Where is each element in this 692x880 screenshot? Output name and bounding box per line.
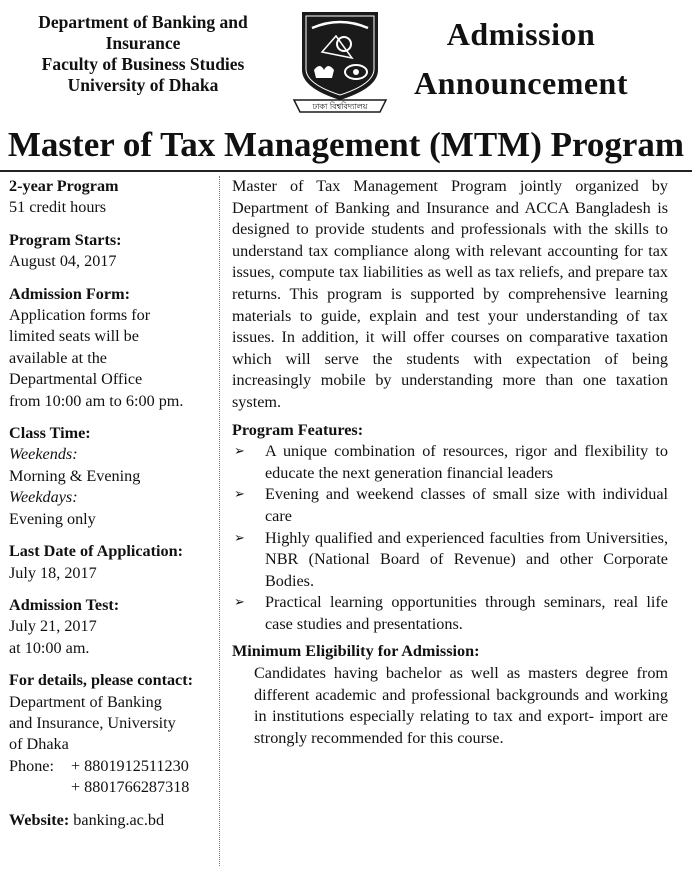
last-date-block [9,541,214,584]
feature-item [232,441,668,484]
phone-spacer [9,777,71,798]
feature-item [232,528,668,593]
dept-line-3: Faculty of Business Studies [41,54,245,74]
program-starts-value: August 04, 2017 [9,252,117,271]
admission-form-line: limited seats will be [9,327,139,346]
admission-test-date: July 21, 2017 [9,617,97,636]
dept-line-4: University of Dhaka [67,75,219,95]
admission-form-line: Application forms for [9,306,151,325]
dept-line-1: Department of Banking and [38,12,248,32]
eligibility-title: Minimum Eligibility for Admission: [232,642,480,661]
program-features-title: Program Features: [232,420,364,439]
website-block [9,810,214,831]
header [0,0,692,122]
admission-test-time: at 10:00 am. [9,638,90,657]
phone-row-2 [9,777,214,798]
arrow-bullet-icon: ➢ [234,487,245,503]
admission-form-block [9,284,214,412]
right-column [232,176,668,749]
feature-text: Evening and weekend classes of small size with individual care [265,485,668,525]
class-time-label: Class Time: [9,424,91,443]
arrow-bullet-icon: ➢ [234,595,245,611]
logo-eye-pupil-icon [353,69,359,75]
weekends-label: Weekends: [9,445,78,464]
program-starts-block [9,230,214,273]
dept-line-2: Insurance [105,33,181,53]
contact-line: Department of Banking [9,692,162,711]
admission-form-line: available at the [9,348,107,367]
phone-number-1: + 8801912511230 [71,756,189,775]
admission-form-line: from 10:00 am to 6:00 pm. [9,391,184,410]
contact-line: and Insurance, University [9,713,176,732]
column-divider [219,176,220,866]
weekends-value: Morning & Evening [9,466,141,485]
feature-text: Highly qualified and experienced faculties from Universities, NBR (National Board of Revenue) and other Corporate Bodies. [265,528,668,590]
left-column [9,176,214,842]
last-date-value: July 18, 2017 [9,563,97,582]
class-time-block [9,423,214,530]
logo-ribbon-text: ঢাকা বিশ্ববিদ্যালয় [312,102,368,111]
program-title: Master of Tax Management (MTM) Program [7,125,685,164]
phone-label: Phone: [9,756,54,775]
announce-line-2: Announcement [413,65,628,101]
feature-text: A unique combination of resources, rigor and flexibility to educate the next generation financial leaders [265,442,668,482]
admission-form-line: Departmental Office [9,370,143,389]
contact-label: For details, please contact: [9,671,194,690]
feature-item [232,592,668,635]
title-divider [0,170,692,172]
admission-test-label: Admission Test: [9,595,120,614]
admission-test-block [9,595,214,659]
admission-announcement-heading [396,10,646,108]
feature-text: Practical learning opportunities through seminars, real life case studies and presentations. [265,593,668,633]
announce-line-1: Admission [446,16,596,52]
last-date-label: Last Date of Application: [9,542,184,561]
phone-row-1 [9,756,214,777]
feature-item [232,484,668,527]
program-duration-value: 51 credit hours [9,198,107,217]
contact-line: of Dhaka [9,735,69,754]
department-heading [8,12,278,96]
contact-block [9,670,214,798]
program-duration-label: 2-year Program [9,177,119,195]
phone-number-2: + 8801766287318 [71,778,190,797]
eligibility-text: Candidates having bachelor as well as masters degree from different academic and professional backgrounds and working in institutions especially relating to tax and export- import are strongly recommended for this course. [254,664,668,747]
arrow-bullet-icon: ➢ [234,530,245,546]
website-value: banking.ac.bd [73,810,165,829]
weekdays-label: Weekdays: [9,488,78,507]
website-label: Website: [9,810,70,829]
admission-form-label: Admission Form: [9,284,130,303]
program-starts-label: Program Starts: [9,230,122,249]
arrow-bullet-icon: ➢ [234,444,245,460]
university-logo [292,8,388,114]
weekdays-value: Evening only [9,509,96,528]
program-duration-block [9,176,214,219]
program-description: Master of Tax Management Program jointly organized by Department of Banking and Insurance and ACCA Bangladesh is designed to provide students and professionals with the skills to understand tax compliance along with relevant accounting for tax issues, compute tax liabilities as well as tax reliefs, and prepare tax returns. This program is supported by comprehensive learning materials to guide, explain and test your understanding of tax issues. In addition, it will offer courses on comparative taxation which will serve the students with expectation of being increasingly mobile by understanding more than one taxation system. [232,177,668,411]
